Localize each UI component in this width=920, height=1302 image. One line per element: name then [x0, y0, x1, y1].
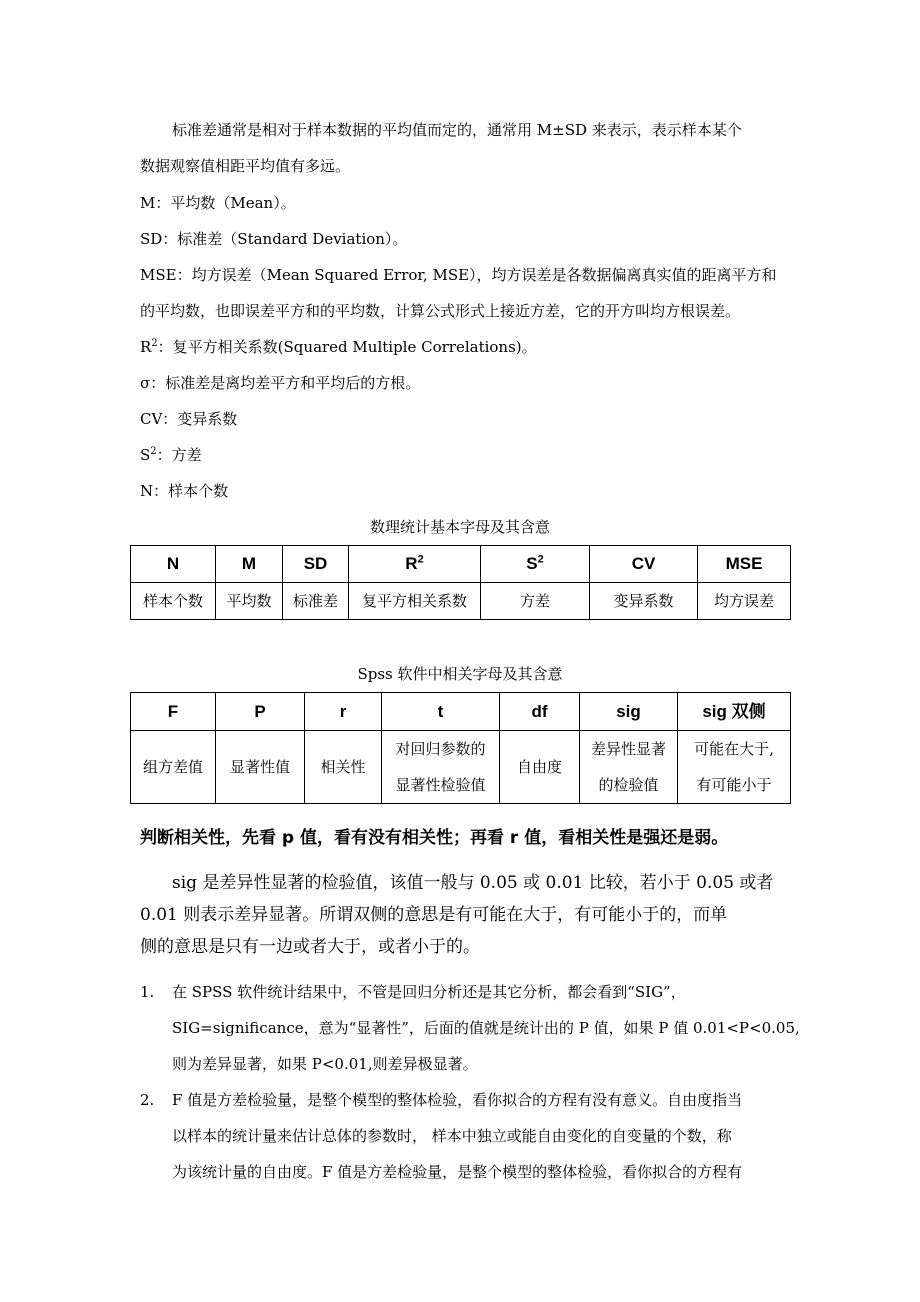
list-item-2-line-1: F 值是方差检验量，是整个模型的整体检验，看你拟合的方程有没有意义。自由度指当	[172, 1091, 743, 1109]
table2-cell-sig	[580, 731, 678, 804]
definition-r2	[140, 337, 537, 357]
table1-caption: 数理统计基本字母及其含意	[369, 518, 550, 536]
table1-cell: 方差	[481, 583, 590, 620]
bold-statement: 判断相关性，先看 p 值，看有没有相关性；再看 r 值，看相关性是强还是弱。	[140, 828, 729, 848]
table1-header-cv: CV	[590, 546, 698, 583]
table2-header: F	[131, 693, 216, 731]
table1-header-r-sup: 2	[417, 553, 424, 566]
list-item-1-line-3: 则为差异显著，如果 P<0.01,则差异极显著。	[172, 1055, 478, 1073]
table2-cell-sig-line-2: 的检验值	[598, 776, 659, 794]
table1-cell: 复平方相关系数	[349, 583, 481, 620]
s2-superscript: 2	[150, 446, 157, 457]
table1-cell: 平均数	[216, 583, 283, 620]
table2-cell-t	[382, 731, 500, 804]
table2-caption: Spss 软件中相关字母及其含意	[357, 665, 563, 683]
table-spss-letters	[130, 692, 791, 804]
definition-s2	[140, 445, 202, 465]
list-item-2-line-2: 以样本的统计量来估计总体的参数时， 样本中独立或能自由变化的自变量的个数，称	[172, 1127, 732, 1145]
intro-line-2: 数据观察值相距平均值有多远。	[140, 157, 351, 175]
table2-cell-f: 组方差值	[131, 731, 216, 804]
table1-header-r-letter: R	[405, 554, 418, 573]
list-item-2-line-3: 为该统计量的自由度。F 值是方差检验量，是整个模型的整体检验，看你拟合的方程有	[172, 1163, 743, 1181]
definition-m: M：平均数（Mean）。	[140, 194, 296, 212]
table1-header-s2	[481, 546, 590, 583]
table2-header: sig 双侧	[678, 693, 791, 731]
list-item-1-number: 1.	[140, 983, 155, 1001]
table1-cell: 均方误差	[698, 583, 791, 620]
table2-header: r	[305, 693, 382, 731]
table1-header-m: M	[216, 546, 283, 583]
table1-header-s-sup: 2	[537, 553, 544, 566]
table2-cell-t-line-2: 显著性检验值	[395, 776, 486, 794]
r2-superscript: 2	[151, 338, 158, 349]
definition-cv: CV：变异系数	[140, 410, 238, 428]
r2-letter: R	[140, 338, 152, 356]
sig-paragraph-line-2: 0.01 则表示差异显著。所谓双侧的意思是有可能在大于，有可能小于的，而单	[140, 905, 728, 925]
table2-cell-p: 显著性值	[216, 731, 305, 804]
table2-cell-sig2-line-2: 有可能小于	[696, 776, 772, 794]
table2-header: df	[500, 693, 580, 731]
definition-sd: SD：标准差（Standard Deviation）。	[140, 230, 408, 248]
intro-line-1: 标准差通常是相对于样本数据的平均值而定的，通常用 M±SD 来表示，表示样本某个	[172, 121, 742, 139]
table2-cell-t-line-1: 对回归参数的	[395, 740, 486, 758]
definition-sigma: σ：标准差是离均差平方和平均后的方根。	[140, 374, 421, 392]
table1-header-r2	[349, 546, 481, 583]
table2-cell-sig-line-1: 差异性显著	[590, 740, 666, 758]
table1-cell: 样本个数	[131, 583, 216, 620]
table2-cell-sig2-line-1: 可能在大于,	[694, 740, 774, 758]
table1-cell: 变异系数	[590, 583, 698, 620]
s2-text: ：方差	[156, 446, 202, 464]
table2-header: t	[382, 693, 500, 731]
list-item-2-number: 2.	[140, 1091, 155, 1109]
table1-header-sd: SD	[283, 546, 349, 583]
table-stat-letters	[130, 545, 791, 620]
table2-cell-df: 自由度	[500, 731, 580, 804]
table1-header-mse: MSE	[698, 546, 791, 583]
list-item-1-line-2: SIG=significance，意为“显著性”，后面的值就是统计出的 P 值，如果 P 值 0.01<P<0.05,	[172, 1019, 800, 1037]
s2-letter: S	[140, 446, 151, 464]
table1-cell: 标准差	[283, 583, 349, 620]
table2-header: sig	[580, 693, 678, 731]
definition-mse-line-2: 的平均数，也即误差平方和的平均数，计算公式形式上接近方差，它的开方叫均方根误差。	[140, 302, 741, 320]
definition-mse-line-1: MSE：均方误差（Mean Squared Error, MSE），均方误差是各数据偏离真实值的距离平方和	[140, 266, 777, 284]
r2-text: ：复平方相关系数(Squared Multiple Correlations)。	[157, 338, 537, 356]
list-item-1-line-1: 在 SPSS 软件统计结果中，不管是回归分析还是其它分析，都会看到“SIG”，	[172, 983, 686, 1001]
definition-n: N：样本个数	[140, 482, 229, 500]
sig-paragraph-line-3: 侧的意思是只有一边或者大于，或者小于的。	[140, 937, 480, 957]
table1-header-s-letter: S	[526, 554, 538, 573]
sig-paragraph-line-1: sig 是差异性显著的检验值，该值一般与 0.05 或 0.01 比较，若小于 0.05 或者	[172, 873, 774, 893]
table2-cell-r: 相关性	[305, 731, 382, 804]
table1-header-n: N	[131, 546, 216, 583]
table2-cell-sig-two-sided	[678, 731, 791, 804]
table2-header: P	[216, 693, 305, 731]
